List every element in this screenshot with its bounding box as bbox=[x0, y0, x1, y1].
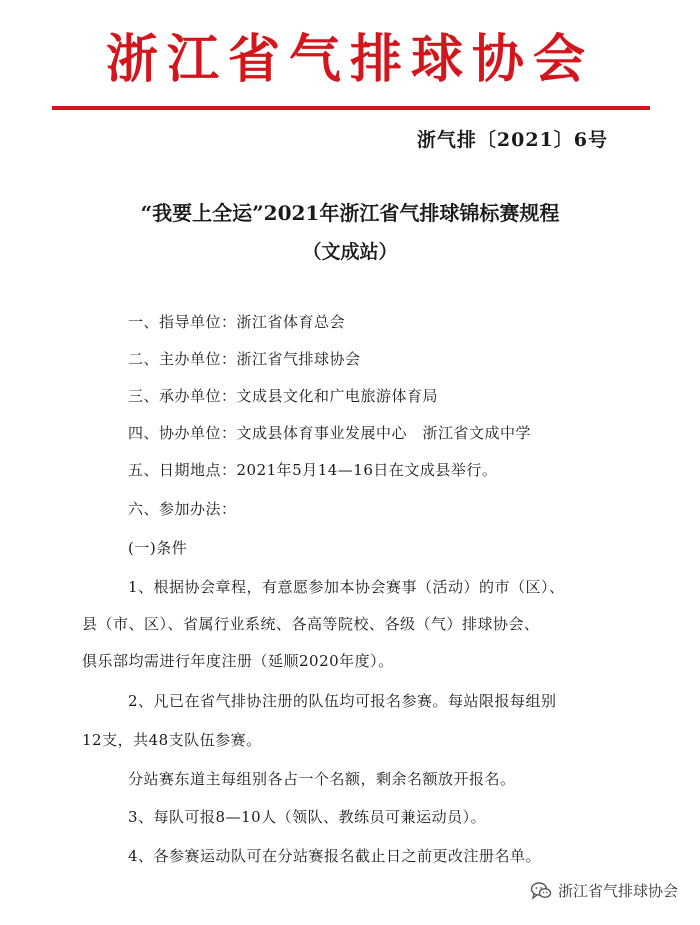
org-header-title: 浙江省气排球协会 bbox=[105, 30, 594, 90]
paragraph-condition-4: 4、各参赛运动队可在分站赛报名截止日之前更改注册名单。 bbox=[128, 847, 542, 865]
paragraph-condition-1-line-3: 俱乐部均需进行年度注册（延顺2020年度）。 bbox=[82, 652, 394, 670]
wechat-watermark bbox=[530, 880, 678, 901]
paragraph-host-quota: 分站赛东道主每组别各占一个名额，剩余名额放开报名。 bbox=[128, 770, 516, 788]
paragraph-condition-1-line-1: 1、根据协会章程，有意愿参加本协会赛事（活动）的市（区）、 bbox=[128, 578, 565, 596]
header-divider bbox=[52, 106, 650, 110]
paragraph-co-organizer-unit: 四、协办单位：文成县体育事业发展中心 浙江省文成中学 bbox=[128, 424, 532, 442]
paragraph-host-unit: 二、主办单位：浙江省气排球协会 bbox=[128, 350, 361, 368]
paragraph-organizer-unit: 三、承办单位：文成县文化和广电旅游体育局 bbox=[128, 387, 439, 405]
document-subtitle: （文成站） bbox=[302, 241, 398, 263]
paragraph-condition-1-line-2: 县（市、区）、省属行业系统、各高等院校、各级（气）排球协会、 bbox=[82, 615, 540, 633]
paragraph-participation: 六、参加办法： bbox=[128, 500, 237, 518]
paragraph-condition-3: 3、每队可报8—10人（领队、教练员可兼运动员）。 bbox=[128, 808, 487, 826]
wechat-icon bbox=[530, 881, 552, 901]
paragraph-date-location: 五、日期地点：2021年5月14—16日在文成县举行。 bbox=[128, 461, 498, 479]
document-number: 浙气排〔2021〕6号 bbox=[416, 129, 608, 151]
paragraph-guiding-unit: 一、指导单位：浙江省体育总会 bbox=[128, 313, 346, 331]
document-title: “我要上全运”2021年浙江省气排球锦标赛规程 bbox=[140, 201, 560, 225]
paragraph-condition-2-line-2: 12支，共48支队伍参赛。 bbox=[82, 731, 262, 749]
paragraph-condition-2-line-1: 2、凡已在省气排协注册的队伍均可报名参赛。每站限报每组别 bbox=[128, 692, 557, 710]
paragraph-conditions-heading: (一)条件 bbox=[128, 539, 188, 557]
watermark-text: 浙江省气排球协会 bbox=[557, 882, 678, 900]
